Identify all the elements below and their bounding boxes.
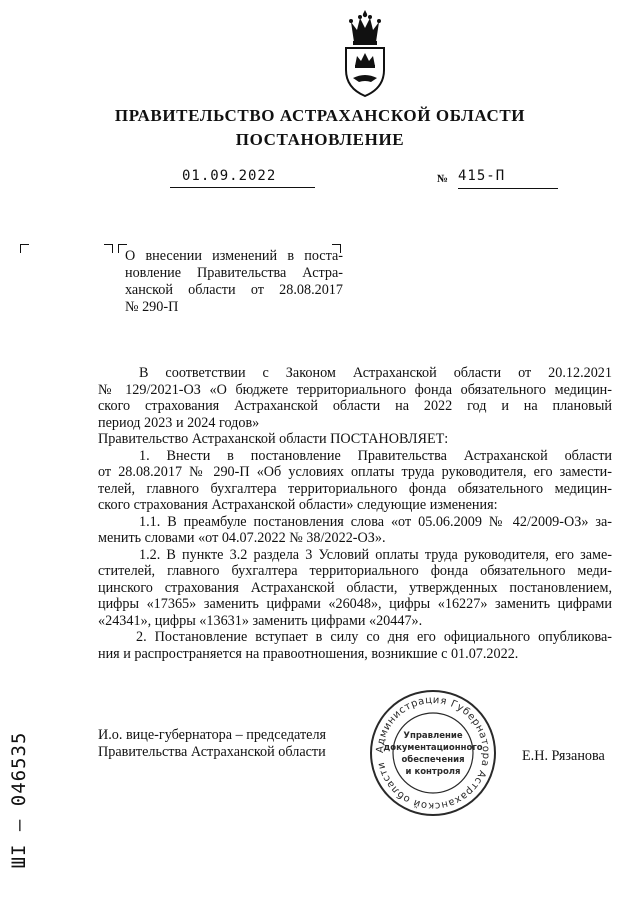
- body-line: Правительство Астраханской области ПОСТАНОВЛЯЕТ:: [98, 431, 449, 447]
- body-line: «24341», цифры «13631» заменить цифрами «20447».: [98, 612, 423, 629]
- body-line: В соответствии с Законом Астраханской области от 20.12.2021: [139, 365, 612, 381]
- stamp-center-line: обеспечения: [401, 755, 465, 765]
- side-serial-text: ШI – 046535: [8, 731, 30, 869]
- signatory-position: [98, 727, 326, 761]
- subject-line: № 290-П: [125, 299, 179, 315]
- document-date: 01.09.2022: [170, 168, 315, 188]
- stamp-center-line: документационного: [383, 743, 483, 753]
- subject-line: О внесении изменений в поста-: [125, 248, 343, 264]
- body-line: 1.1. В преамбуле постановления слова «от 05.06.2009 № 42/2009-ОЗ» за-: [139, 513, 612, 530]
- body-line: ского страхования Астраханской области на 2022 год и на плановый: [98, 398, 612, 414]
- document-number: 415-П: [458, 168, 558, 189]
- corner-mark: [20, 244, 29, 253]
- body-line: период 2023 и 2024 годов»: [98, 414, 260, 431]
- body-line: 2. Постановление вступает в силу со дня его официального опубликова-: [136, 629, 612, 645]
- body-line: цифры «17365» заменить цифрами «26048», цифры «16227» заменить цифрами: [98, 596, 612, 612]
- document-type: ПОСТАНОВЛЕНИЕ: [235, 130, 405, 149]
- body-line: стителей, главного бухгалтера территориального фонда обязательного меди-: [98, 563, 612, 579]
- document-subject: [125, 248, 343, 316]
- body-line: от 28.08.2017 № 290-П «Об условиях оплаты труда руководителя, его замести-: [98, 464, 612, 480]
- organization-title: ПРАВИТЕЛЬСТВО АСТРАХАНСКОЙ ОБЛАСТИ: [114, 106, 526, 125]
- number-sign: №: [437, 173, 449, 185]
- signatory-position-line: Правительства Астраханской области: [98, 744, 326, 760]
- side-serial-number: [4, 720, 34, 880]
- body-line: телей, главного бухгалтера территориального фонда обязательного медицин-: [98, 480, 612, 497]
- body-line: ния и распространяется на правоотношения, возникшие с 01.07.2022.: [98, 645, 519, 662]
- body-line: 1. Внести в постановление Правительства Астраханской области: [139, 447, 612, 464]
- subject-line: ханской области от 28.08.2017: [125, 282, 343, 298]
- signatory-position-line: И.о. вице-губернатора – председателя: [98, 727, 327, 743]
- body-line: цинского страхования Астраханской области, утвержденных постановлением,: [98, 579, 612, 596]
- body-line: менить словами «от 04.07.2022 № 38/2022-ОЗ».: [98, 530, 386, 546]
- document-body: [98, 365, 612, 662]
- stamp-center-line: Управление: [403, 731, 463, 741]
- stamp-ring-text: Администрация Губернатора Астраханской области: [374, 694, 492, 812]
- corner-mark: [104, 244, 113, 253]
- body-line: № 129/2021-ОЗ «О бюджете территориального фонда обязательного медицин-: [98, 381, 612, 398]
- body-line: 1.2. В пункте 3.2 раздела 3 Условий оплаты труда руководителя, его заме-: [139, 546, 612, 563]
- subject-line: новление Правительства Астра-: [125, 265, 343, 281]
- body-line: ского страхования Астраханской области» следующие изменения:: [98, 497, 498, 513]
- coat-of-arms-icon: [340, 8, 390, 98]
- stamp-center-line: и контроля: [405, 767, 461, 777]
- signatory-name: Е.Н. Рязанова: [522, 748, 605, 764]
- official-stamp: [368, 688, 498, 818]
